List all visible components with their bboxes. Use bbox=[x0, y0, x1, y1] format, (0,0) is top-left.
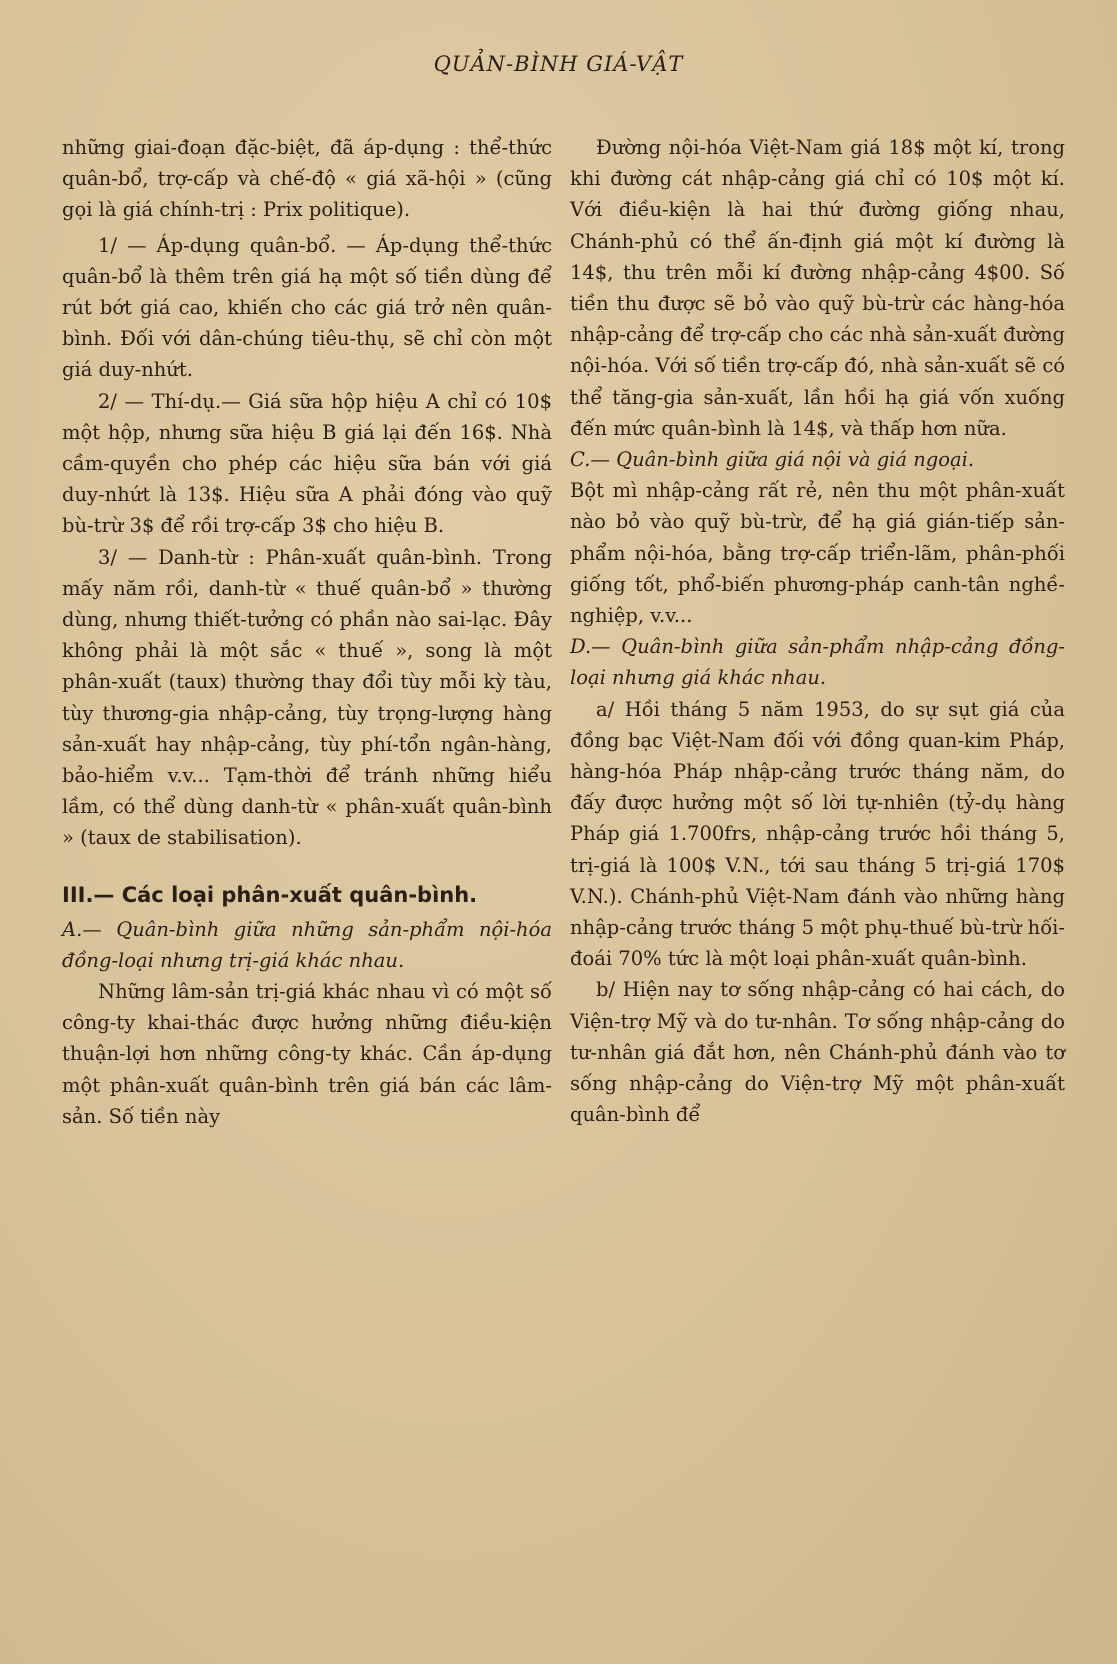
paragraph: Những lâm-sản trị-giá khác nhau vì có một số công-ty khai-thác được hưởng những điều-kiện thuận-lợi hơn những công-ty khác. Cần áp-dụng một phân-xuất quân-bình trên giá bán các lâm-sản. Số tiền này bbox=[62, 980, 552, 1128]
running-head: QUẢN-BÌNH GIÁ-VẬT bbox=[433, 52, 684, 76]
right-column bbox=[570, 132, 1065, 1131]
paragraph: 3/ — Danh-từ : Phân-xuất quân-bình. Trong mấy năm rồi, danh-từ « thuế quân-bổ » thường dùng, nhưng thiết-tưởng có phần nào sai-lạc. Đây không phải là một sắc « thuế », song là một phân-xuất (taux) thường thay đổi tùy mỗi kỳ tàu, tùy thương-gia nhập-cảng, tùy trọng-lượng hàng sản-xuất hay nhập-cảng, tùy phí-tổn ngân-hàng, bảo-hiểm v.v... Tạm-thời để tránh những hiểu lầm, có thể dùng danh-từ « phân-xuất quân-bình » (taux de stabilisation). bbox=[62, 545, 552, 850]
subsection-heading: C.— Quân-bình giữa giá nội và giá ngoại. bbox=[570, 448, 975, 472]
section-heading: III.— Các loại phân-xuất quân-bình. bbox=[62, 882, 478, 907]
subsection-heading: A.— Quân-bình giữa những sản-phẩm nội-hóa đồng-loại nhưng trị-giá khác nhau. bbox=[62, 917, 552, 972]
left-column bbox=[62, 132, 552, 1132]
paragraph: 1/ — Áp-dụng quân-bổ. — Áp-dụng thể-thức quân-bổ là thêm trên giá hạ một số tiền dùng để rút bớt giá cao, khiến cho các giá trở nên quân-bình. Đối với dân-chúng tiêu-thụ, sẽ chỉ còn một giá duy-nhứt. bbox=[62, 233, 552, 382]
subsection-heading: D.— Quân-bình giữa sản-phẩm nhập-cảng đồng-loại nhưng giá khác nhau. bbox=[570, 635, 1065, 690]
paragraph: những giai-đoạn đặc-biệt, đã áp-dụng : thể-thức quân-bổ, trợ-cấp và chế-độ « giá xã-hội » (cũng gọi là giá chính-trị : Prix politique). bbox=[62, 136, 552, 222]
paragraph: a/ Hồi tháng 5 năm 1953, do sự sụt giá của đồng bạc Việt-Nam đối với đồng quan-kim Pháp, hàng-hóa Pháp nhập-cảng trước tháng năm, do đấy được hưởng một số lời tự-nhiên (tỷ-dụ hàng Pháp giá 1.700frs, nhập-cảng trước hồi tháng 5, trị-giá là 100$ V.N., tới sau tháng 5 trị-giá 170$ V.N.). Chánh-phủ Việt-Nam đánh vào những hàng nhập-cảng trước tháng 5 một phụ-thuế bù-trừ hối-đoái 70% tức là một loại phân-xuất quân-bình. bbox=[570, 697, 1065, 971]
paragraph: 2/ — Thí-dụ.— Giá sữa hộp hiệu A chỉ có 10$ một hộp, nhưng sữa hiệu B giá lại đến 16$. Nhà cầm-quyền cho phép các hiệu sữa bán với giá duy-nhứt là 13$. Hiệu sữa A phải đóng vào quỹ bù-trừ 3$ để rồi trợ-cấp 3$ cho hiệu B. bbox=[62, 389, 552, 538]
paragraph: Đường nội-hóa Việt-Nam giá 18$ một kí, trong khi đường cát nhập-cảng giá chỉ có 10$ một kí. Với điều-kiện là hai thứ đường giống nhau, Chánh-phủ có thể ấn-định giá một kí đường là 14$, thu trên mỗi kí đường nhập-cảng 4$00. Số tiền thu được sẽ bỏ vào quỹ bù-trừ các hàng-hóa nhập-cảng để trợ-cấp cho các nhà sản-xuất đường nội-hóa. Với số tiền trợ-cấp đó, nhà sản-xuất sẽ có thể tăng-gia sản-xuất, lần hồi hạ giá vốn xuống đến mức quân-bình là 14$, và thấp hơn nữa. bbox=[570, 136, 1065, 440]
paragraph: Bột mì nhập-cảng rất rẻ, nên thu một phân-xuất nào bỏ vào quỹ bù-trừ, để hạ giá gián-tiếp sản-phẩm nội-hóa, bằng trợ-cấp triển-lãm, phân-phối giống tốt, phổ-biến phương-pháp canh-tân nghề-nghiệp, v.v... bbox=[570, 479, 1065, 628]
paragraph: b/ Hiện nay tơ sống nhập-cảng có hai cách, do Viện-trợ Mỹ và do tư-nhân. Tơ sống nhập-cảng do tư-nhân giá đắt hơn, nên Chánh-phủ đánh vào tơ sống nhập-cảng do Viện-trợ Mỹ một phân-xuất quân-bình để bbox=[570, 978, 1065, 1127]
